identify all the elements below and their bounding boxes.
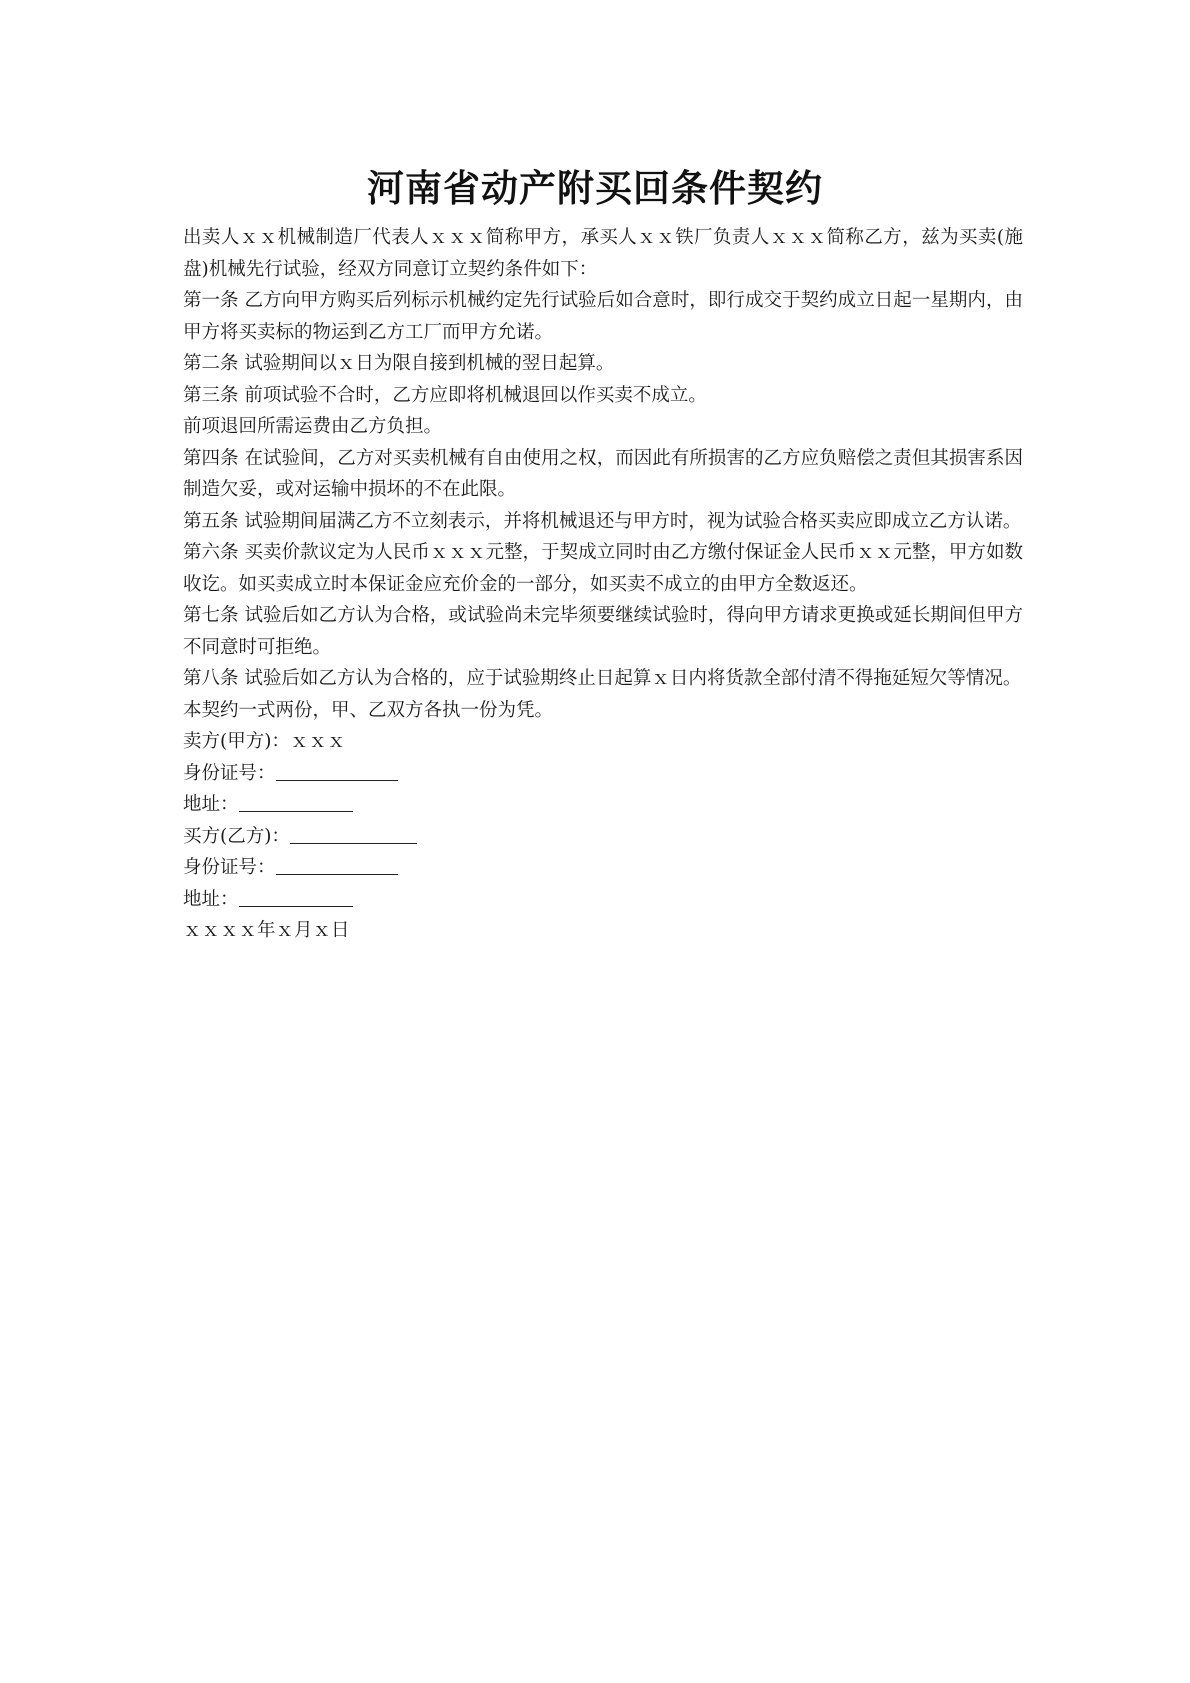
buyer-id-label: 身份证号： [183,857,276,878]
document-body [183,222,1023,947]
buyer-id-blank [276,854,398,875]
article-6-paragraph: 第六条 买卖价款议定为人民币ｘｘｘ元整，于契成立同时由乙方缴付保证金人民币ｘｘ元整，甲方如数收讫。如买卖成立时本保证金应充价金的一部分，如买卖不成立的由甲方全数返还。 [183,542,1023,595]
seller-id-label: 身份证号： [183,762,276,784]
buyer-address-label: 地址： [183,888,239,910]
seller-label: 卖方(甲方)： [183,731,290,752]
buyer-id-row [183,852,1023,884]
seller-address-label: 地址： [183,794,239,815]
seller-row [183,726,1023,758]
buyer-row [183,821,1023,853]
article-2-paragraph: 第二条 试验期间以ｘ日为限自接到机械的翌日起算。 [183,353,615,374]
contract-date: ｘｘｘｘ年ｘ月ｘ日 [183,920,350,941]
article-4-paragraph: 第四条 在试验间，乙方对买卖机械有自由使用之权，而因此有所损害的乙方应负赔偿之责但其损害系因制造欠妥，或对运输中损坏的不在此限。 [183,447,1023,500]
seller-id-row [183,758,1023,790]
document-title: 河南省动产附买回条件契约 [367,166,823,210]
article-5-paragraph: 第五条 试验期间届满乙方不立刻表示，并将机械退还与甲方时，视为试验合格买卖应即成立乙方认诺。 [183,510,1022,532]
buyer-address-blank [239,886,353,907]
seller-id-blank [276,760,398,781]
preamble-paragraph: 出卖人ｘｘ机械制造厂代表人ｘｘｘ简称甲方，承买人ｘｘ铁厂负责人ｘｘｘ简称乙方，兹为买卖(施盘)机械先行试验，经双方同意订立契约条件如下： [183,227,1023,280]
seller-name: ｘｘｘ [289,731,346,752]
article-8-paragraph: 第八条 试验后如乙方认为合格的，应于试验期终止日起算ｘ日内将货款全部付清不得拖延短欠等情况。 [183,668,1022,689]
seller-address-blank [239,791,353,812]
buyer-label: 买方(乙方)： [183,825,290,847]
date-row [183,915,1023,947]
copies-paragraph: 本契约一式两份，甲、乙双方各执一份为凭。 [183,699,554,721]
seller-address-row [183,789,1023,821]
buyer-name-blank [290,823,417,844]
article-3-note-paragraph: 前项退回所需运费由乙方负担。 [183,416,443,437]
article-3-paragraph: 第三条 前项试验不合时，乙方应即将机械退回以作买卖不成立。 [183,384,707,406]
buyer-address-row [183,884,1023,916]
article-7-paragraph: 第七条 试验后如乙方认为合格，或试验尚未完毕须要继续试验时，得向甲方请求更换或延长期间但甲方不同意时可拒绝。 [183,605,1023,658]
article-1-paragraph: 第一条 乙方向甲方购买后列标示机械约定先行试验后如合意时，即行成交于契约成立日起一星期内，由甲方将买卖标的物运到乙方工厂而甲方允诺。 [183,290,1023,343]
